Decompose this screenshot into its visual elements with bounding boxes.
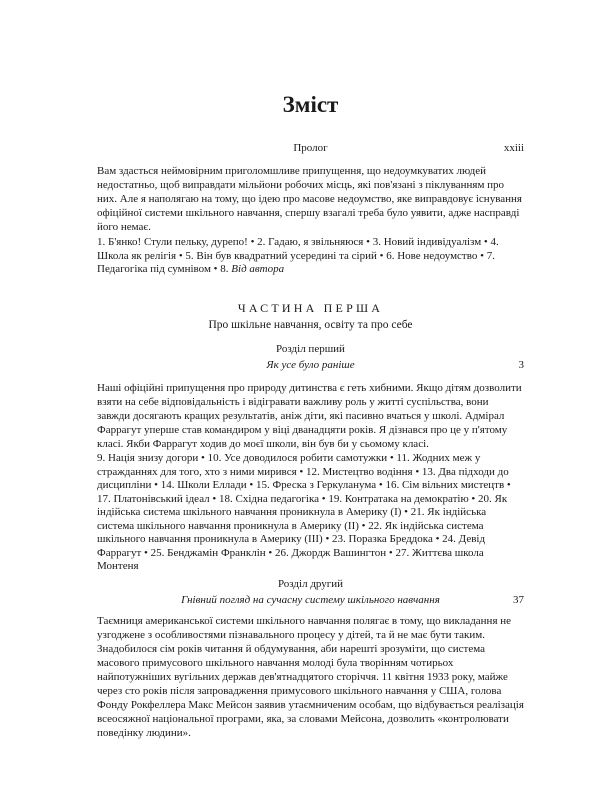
- prologue-topics-text: 1. Б'янко! Стули пельку, дурепо! • 2. Гадаю, я звільняюся • 3. Новий індивідуалізм • 4. Школа як релігія • 5. Він був квадратний усередині та сірий • 6. Нове недоумство • 7. Педагогіка під сумнівом • 8.: [97, 236, 499, 275]
- chapter-one-topics: 9. Нація знизу догори • 10. Усе доводилося робити самотужки • 11. Жодних меж у стражданнях для того, хто з ними миривcя • 12. Мистецтво водіння • 13. Два підходи до дисципліни • 14. Школи Еллади • 15. Фреска з Геркуланума • 16. Сім вільних мистецтв • 17. Платонівський ідеал • 18. Східна педагогіка • 19. Контратака на демократію • 20. Як індійська система шкільного навчання проникнула в Америку (I) • 21. Як індійська система шкільного навчання проникнула в Америку (II) • 22. Як індійська система шкільного навчання проникнула в Америку (III) • 23. Поразка Бреддока • 24. Девід Фаррагут • 25. Бенджамін Франклін • 26. Джордж Вашингтон • 27. Життєва школа Монтеня: [97, 452, 511, 572]
- chapter-two-title: Гнівний погляд на сучасну систему шкільного навчання: [181, 594, 440, 606]
- chapter-one-title: Як усе було раніше: [266, 359, 355, 371]
- prologue-summary: Вам здасться неймовірним приголомшливе припущення, що недоумкуватих людей недостатньо, щоб виправдати мільйони робочих місць, які пов'язані з піклуванням про них. Але я наполягаю на тому, що ідею про масове недоумство, яке виправдовує існування офіційної системи шкільного навчання, спершу взагалі треба було уявити, адже насправді його немає.: [97, 165, 522, 233]
- chapter-two-label-line: [97, 576, 524, 592]
- part-one-subtitle: Про шкільне навчання, освіту та про себе: [208, 319, 413, 331]
- page-title: Зміст: [282, 92, 339, 117]
- prologue-page-number: xxiii: [503, 142, 524, 154]
- chapter-two-summary: Таємниця американської системи шкільного навчання полягає в тому, що викладання не узгоджене з особливостями пізнавального процесу у дітей, та й не має бути таким. Знадобилося сім років читання й обдумування, аби нарешті зрозуміти, що система масового примусового шкільного навчання молоді була творінням чотирьох найпотужніших вугільних держав дев'ятнадцятого сторіччя. 11 квітня 1933 року, майже через сто років після запровадження примусового шкільного навчання у США, голова Фонду Рокфеллера Макс Мейсон заявив утаємниченим особам, що відбувається реалізація всеосяжної національної програми, яка, за словами Мейсона, дозволить «контролювати поведінку людини».: [97, 615, 524, 739]
- chapter-one-summary: Наші офіційні припущення про природу дитинства є геть хибними. Якщо дітям дозволити взяти на себе відповідальність і відігравати важливу роль у житті суспільства, вони завжди досягають кращих результатів, аніж діти, які пасивно вчаться у школі. Адмірал Фаррагут уперше став командиром у віці дванадцяти років. Я дізнався про це у п'ятому класі. Якби Фаррагут ходив до моєї школи, він був би у сьомому класі.: [97, 382, 522, 450]
- prologue-topics: [97, 236, 524, 277]
- chapter-one-label-line: [97, 341, 524, 357]
- chapter-two-page-number: 37: [513, 594, 524, 606]
- prologue-topics-italic: Від автора: [231, 263, 285, 275]
- toc-entry-chapter-two[interactable]: [97, 592, 524, 608]
- part-one-heading: ЧАСТИНА ПЕРША: [237, 301, 384, 315]
- toc-entry-prologue[interactable]: [97, 140, 524, 156]
- prologue-label: Пролог: [293, 142, 328, 154]
- toc-entry-chapter-one[interactable]: [97, 357, 524, 373]
- chapter-one-label: Розділ перший: [276, 343, 345, 355]
- chapter-two-label: Розділ другий: [277, 578, 344, 590]
- chapter-one-page-number: 3: [518, 359, 524, 371]
